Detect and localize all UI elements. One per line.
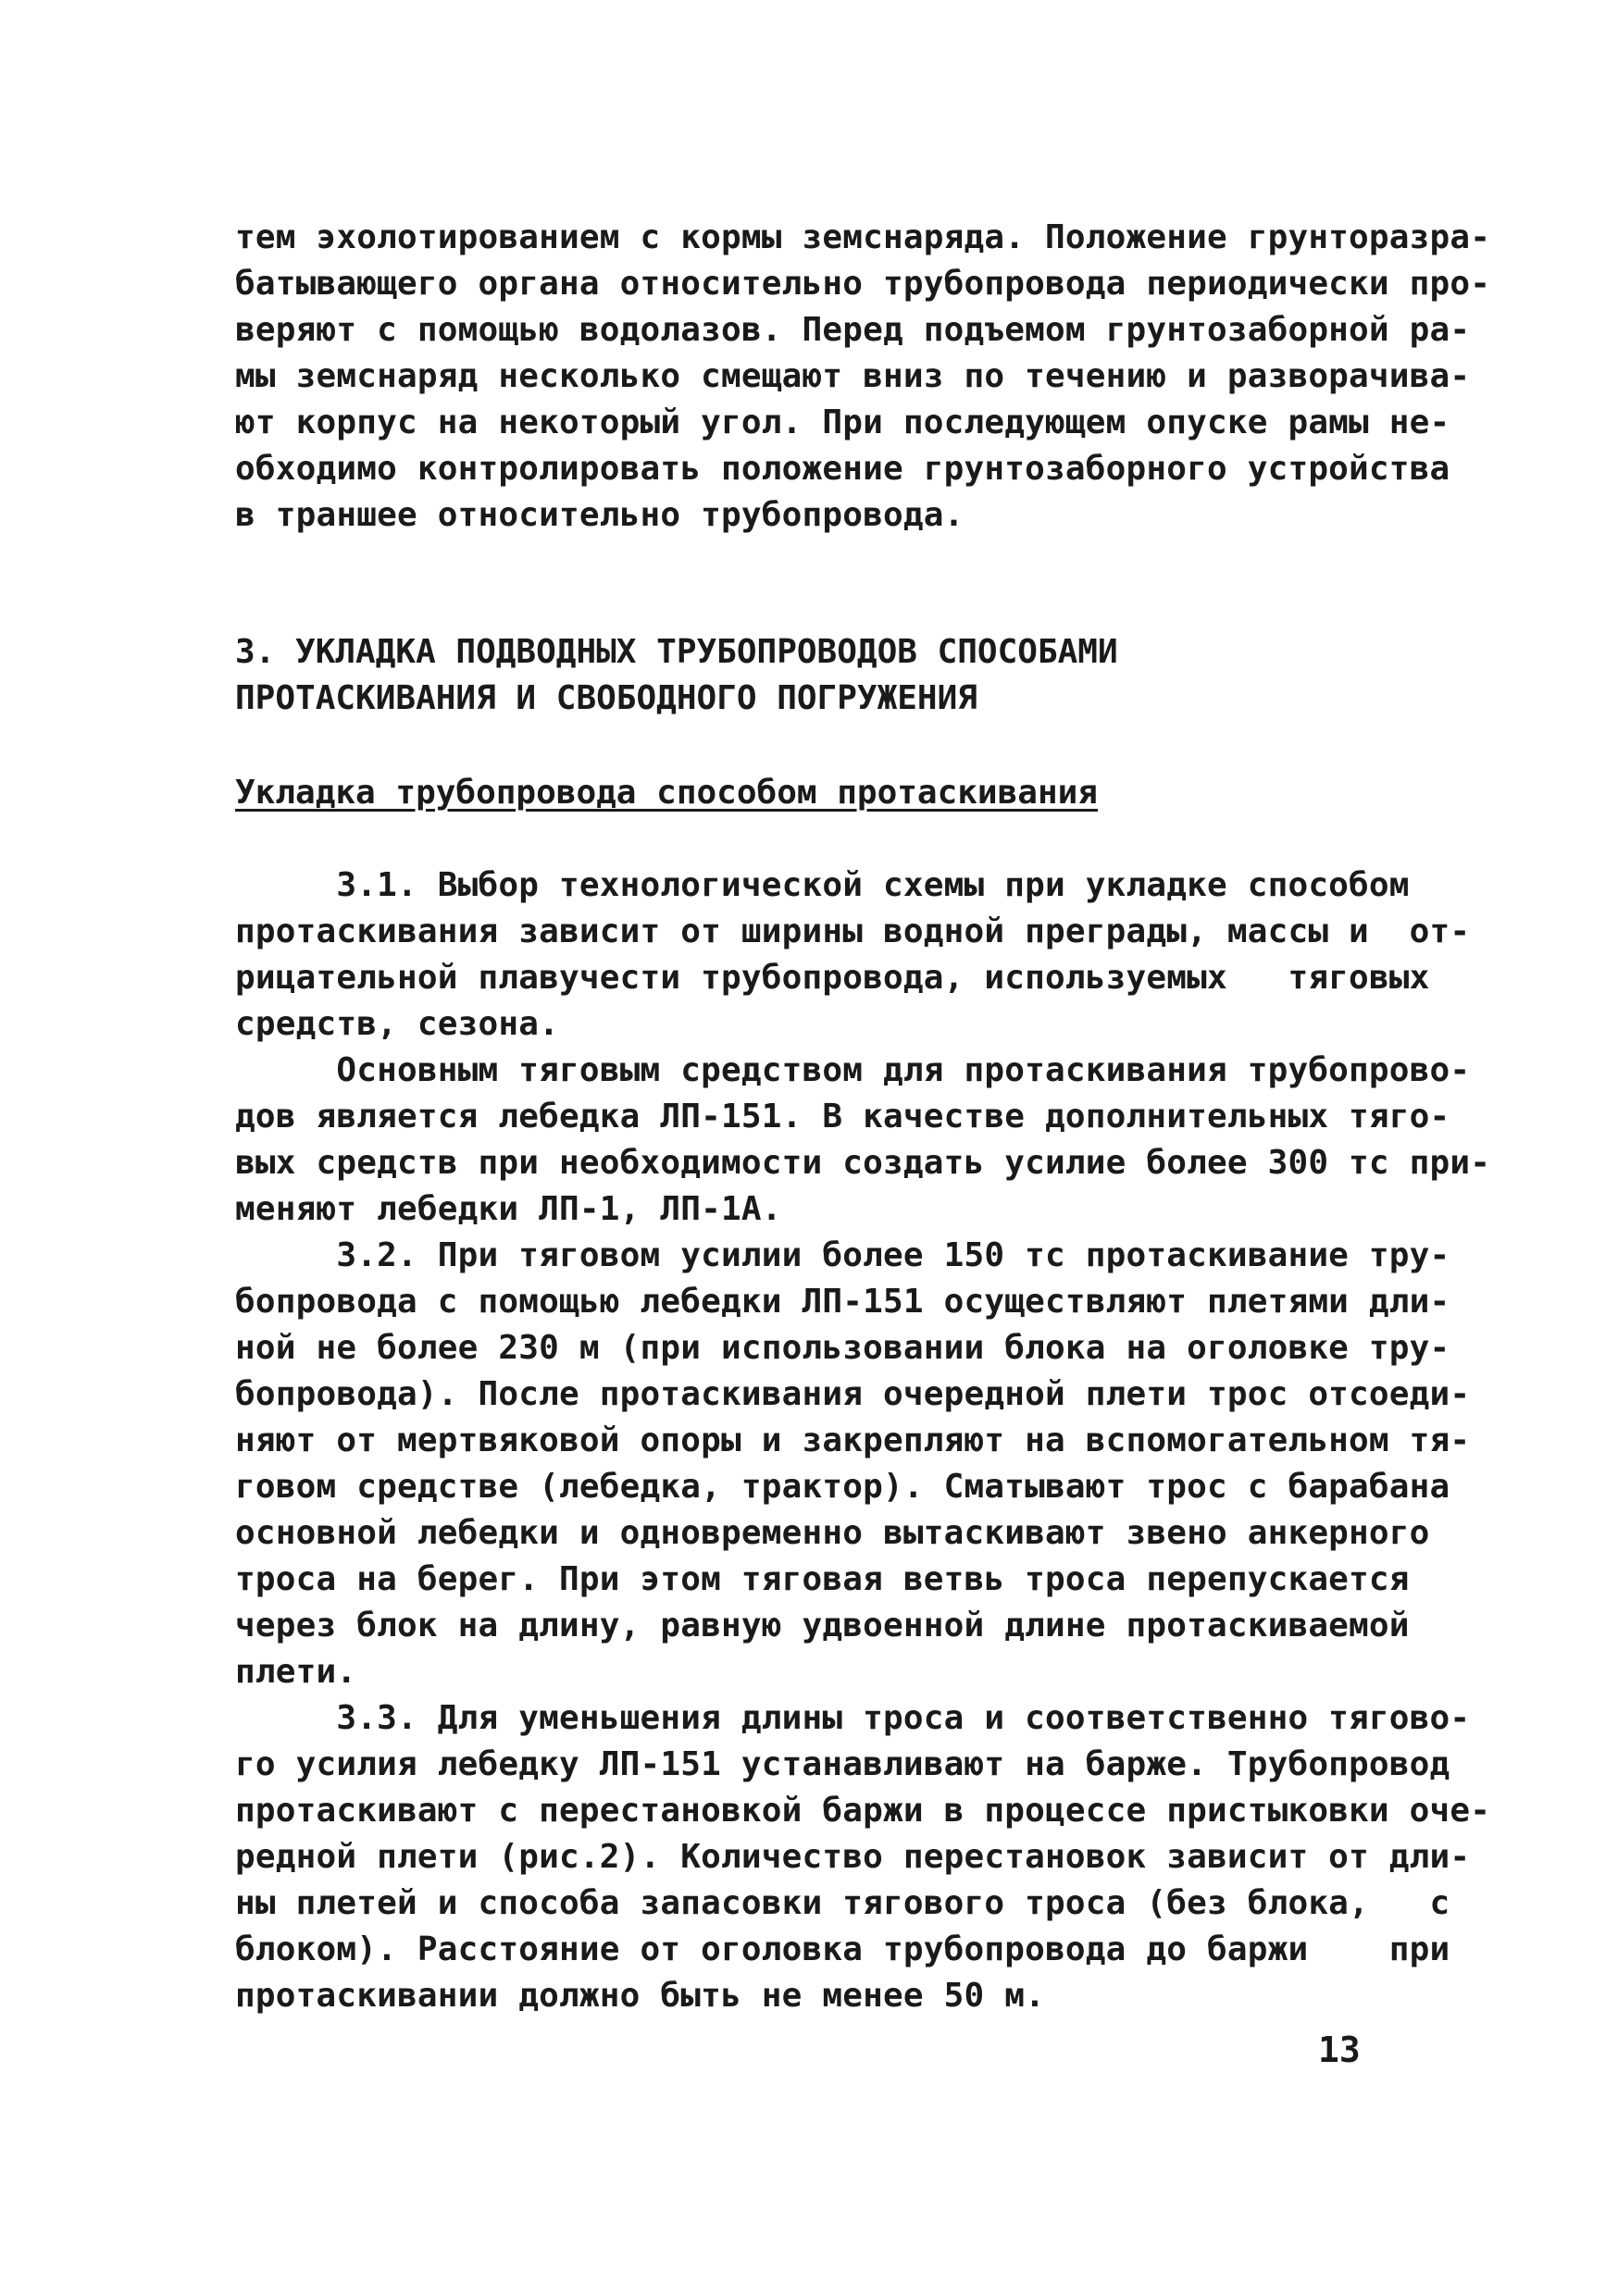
body-line: бопровода). После протаскивания очередной плети трос отсоеди- (235, 1375, 1471, 1413)
body-line: 3.1. Выбор технологической схемы при укладке способом (235, 866, 1410, 904)
intro-line: батывающего органа относительно трубопровода периодически про- (235, 265, 1491, 303)
intro-line: веряют с помощью водолазов. Перед подъемом грунтозаборной ра- (235, 311, 1471, 349)
section-heading: 3. УКЛАДКА ПОДВОДНЫХ ТРУБОПРОВОДОВ СПОСОБАМИ (235, 633, 1118, 671)
body-line: протаскивания зависит от ширины водной преграды, массы и от- (235, 912, 1471, 950)
body-line: рицательной плавучести трубопровода, используемых тяговых (235, 959, 1430, 997)
intro-line: обходимо контролировать положение грунтозаборного устройства (235, 450, 1450, 488)
body-line: ны плетей и способа запасовки тягового троса (без блока, с (235, 1884, 1450, 1922)
body-line: 3.3. Для уменьшения длины троса и соответственно тягово- (235, 1699, 1471, 1737)
body-line: няют от мертвяковой опоры и закрепляют на вспомогательном тя- (235, 1421, 1471, 1459)
intro-line: в траншее относительно трубопровода. (235, 496, 965, 534)
intro-line: тем эхолотированием с кормы земснаряда. Положение грунторазра- (235, 218, 1491, 256)
body-line: Основным тяговым средством для протаскивания трубопрово- (235, 1051, 1471, 1089)
page-number: 13 (1318, 2029, 1361, 2070)
body-line: блоком). Расстояние от оголовка трубопровода до баржи при (235, 1930, 1450, 1968)
subsection-title: Укладка трубопровода способом протаскивания (235, 774, 1098, 812)
body-line: бопровода с помощью лебедки ЛП-151 осуществляют плетями дли- (235, 1283, 1450, 1321)
body-line: вых средств при необходимости создать усилие более 300 тс при- (235, 1144, 1491, 1182)
body-line: говом средстве (лебедка, трактор). Сматывают трос с барабана (235, 1468, 1450, 1506)
body-line: троса на берег. При этом тяговая ветвь троса перепускается (235, 1560, 1410, 1598)
intro-line: ют корпус на некоторый угол. При последующем опуске рамы не- (235, 403, 1450, 441)
body-line: редной плети (рис.2). Количество перестановок зависит от дли- (235, 1838, 1471, 1876)
body-line: 3.2. При тяговом усилии более 150 тс протаскивание тру- (235, 1236, 1450, 1274)
body-line: средств, сезона. (235, 1005, 559, 1043)
body-line: плети. (235, 1653, 357, 1691)
body-line: протаскивании должно быть не менее 50 м. (235, 1977, 1045, 2015)
body-line: дов является лебедка ЛП-151. В качестве дополнительных тяго- (235, 1098, 1450, 1136)
intro-line: мы земснаряд несколько смещают вниз по течению и разворачива- (235, 357, 1471, 395)
body-line: ной не более 230 м (при использовании блока на оголовке тру- (235, 1329, 1450, 1367)
body-line: меняют лебедки ЛП-1, ЛП-1А. (235, 1190, 782, 1228)
body-line: через блок на длину, равную удвоенной длине протаскиваемой (235, 1607, 1410, 1644)
section-heading: ПРОТАСКИВАНИЯ И СВОБОДНОГО ПОГРУЖЕНИЯ (235, 679, 977, 717)
body-line: основной лебедки и одновременно вытаскивают звено анкерного (235, 1514, 1430, 1552)
body-line: протаскивают с перестановкой баржи в процессе пристыковки оче- (235, 1792, 1491, 1830)
body-line: го усилия лебедку ЛП-151 устанавливают на барже. Трубопровод (235, 1745, 1450, 1783)
